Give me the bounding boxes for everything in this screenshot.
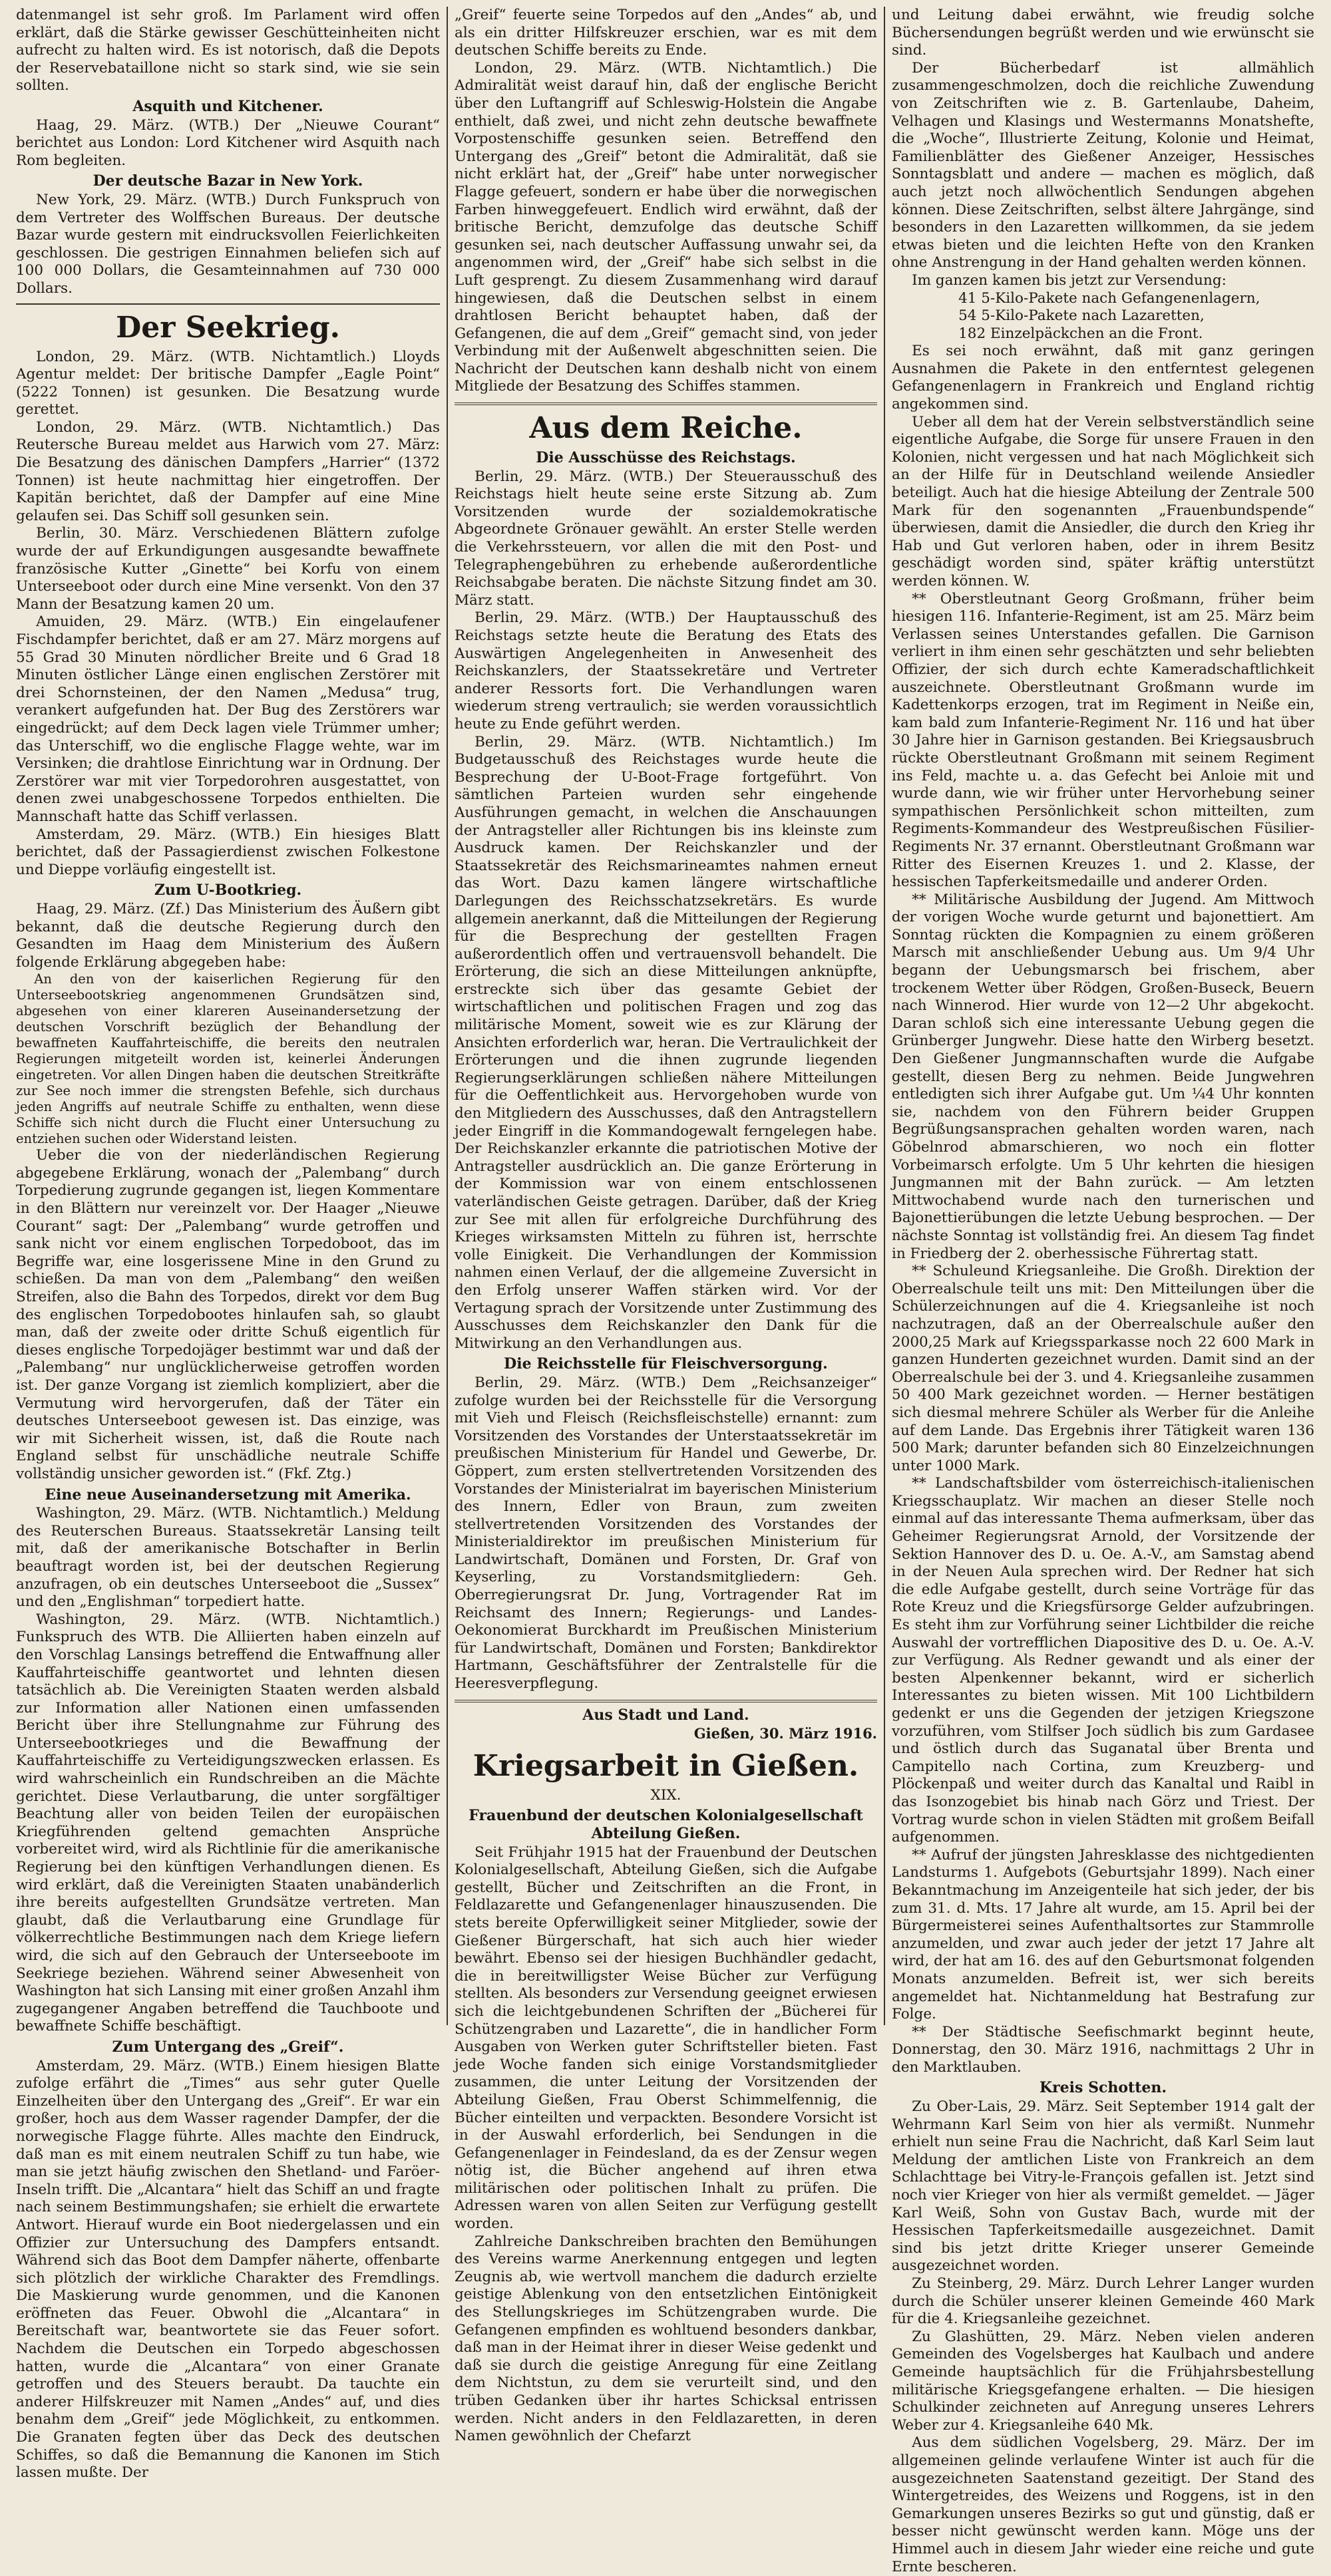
paragraph: London, 29. März. (WTB. Nichtamtlich.) Die Admiralität weist darauf hin, daß der englische Bericht über den Luftangriff auf Schleswig-Holstein die Angabe enthielt, daß zwei, und nicht zehn deutsche bewaffnete Vorpostenschiffe gesunken seien. Betreffend den Untergang des „Greif“ betont die Admiralität, daß sie nicht erklärt hat, der „Greif“ habe unter norwegischer Flagge gefeuert, sondern er habe über die norwegischen Farben hinweggefeuert. Endlich wird erwähnt, daß der britische Bericht, demzufolge das deutsche Schiff gesunken sei, nach deutscher Auffassung unwahr sei, da angenommen wird, der „Greif“ habe sich selbst in die Luft gesprengt. Zu diesem Zusammenhang wird darauf hingewiesen, daß die Deutschen selbst in einem drahtlosen Bericht behauptet haben, daß der Gefangenen, die auf dem „Greif“ gemacht sind, von jeder Verbindung mit der Außenwelt abgeschnitten seien. Die Nachricht der Deutschen kann deshalb nicht von einem Mitgliede der Besatzung des Schiffes stammen. [455,59,877,395]
article-heading: Die Ausschüsse des Reichstags. [536,449,796,467]
article-heading: Asquith und Kitchener. [132,97,323,115]
article-heading: Der deutsche Bazar in New York. [93,172,363,190]
divider [455,402,877,405]
paragraph: Zahlreiche Dankschreiben brachten den Bemühungen des Vereins warme Anerkennung entgegen und legten Zeugnis ab, wie wertvoll manchem die dadurch erzielte geistige Ablenkung von den entsetzlichen Eintönigkeit des Stellungskrieges im Schützengraben wurde. Die Gefangenen empfinden es wohltuend besonders dankbar, daß man in der Heimat ihrer in dieser Weise gedenkt und daß sie durch die geistige Anregung für eine Zeitlang dem Nichtstun, zu dem sie verurteilt sind, und den trüben Gedanken über ihr hartes Schicksal entrissen werden. Nicht anders in den Feldlazaretten, in deren Namen gewöhnlich der Chefarzt [455,2233,877,2445]
paragraph: Washington, 29. März. (WTB. Nichtamtlich.) Meldung des Reuterschen Bureaus. Staatssekretär Lansing teilt mit, daß der amerikanische Botschafter in Berlin beauftragt worden ist, bei der deutschen Regierung anzufragen, ob ein deutsches Unterseeboot die „Sussex“ und den „Englishman“ torpediert hatte. [16,1505,440,1611]
column-middle [447,7,884,2445]
article-heading: Aus Stadt und Land. [582,1706,749,1724]
paragraph: Ueber die von der niederländischen Regierung abgegebene Erklärung, wonach der „Palembang“ durch Torpedierung zugrunde gegangen ist, liegen Kommentare in den Blättern nur vereinzelt vor. Der Haager „Nieuwe Courant“ sagt: Der „Palembang“ wurde getroffen und sank nicht vor einem englischen Torpedoboot, das im Begriffe war, eine losgerissene Mine in den Grund zu schießen. Da man von dem „Palembang“ den weißen Streifen, also die Bahn des Torpedos, direkt vor dem Bug des englischen Torpedobootes hinlaufen sah, so glaubt man, daß der zweite oder dritte Schuß eigentlich für dieses englische Torpedojäger bestimmt war und daß der „Palembang“ nur unglücklicherweise getroffen worden ist. Der ganze Vorgang ist ziemlich kompliziert, aber die Vermutung wird hervorgerufen, daß der Täter ein deutsches Unterseeboot gewesen ist. Das einzige, was wir mit Sicherheit wissen, ist, daß die Route nach England selbst für unschädliche neutrale Schiffe vollständig unsicher geworden ist.“ (Fkf. Ztg.) [16,1147,440,1482]
paragraph: ** Oberstleutnant Georg Großmann, früher beim hiesigen 116. Infanterie-Regiment, ist am 25. März beim Verlassen seines Unterstandes gefallen. Die Garnison verliert in ihm einen sehr geschätzten und sehr beliebten Offizier, der sich durch echte Kameradschaftlichkeit auszeichnete. Oberstleutnant Großmann wurde im Kadettenkorps erzogen, trat im Regiment in Neiße ein, kam bald zum Infanterie-Regiment Nr. 116 und hat über 30 Jahre hier in Garnison gestanden. Bei Kriegsausbruch rückte Oberstleutnant Großmann mit seinem Regiment ins Feld, machte u. a. das Gefecht bei Anloie mit und wurde dann, wie wir früher unter Hervorhebung seiner sympathischen Persönlichkeit schon mitteilten, zum Regiments-Kommandeur des Westpreußischen Füsilier-Regiments Nr. 37 ernannt. Oberstleutnant Großmann war Ritter des Eisernen Kreuzes 1. und 2. Klasse, der hessischen Tapferkeitsmedaille und anderer Orden. [892,590,1314,891]
paragraph: Haag, 29. März. (WTB.) Der „Nieuwe Courant“ berichtet aus London: Lord Kitchener wird Asquith nach Rom begleiten. [16,116,440,169]
paragraph: ** Aufruf der jüngsten Jahresklasse des nichtgedienten Landsturms 1. Aufgebots (Geburtsjahr 1899). Nach einer Bekanntmachung im Anzeigenteile hat sich jeder, der bis zum 31. d. Mts. 17 Jahre alt wurde, am 15. April bei der Bürgermeisterei seines Aufenthaltsortes zur Stammrolle anzumelden, und zwar auch jeder der jetzt 17 Jahre alt wird, der hat am 16. des auf den Geburtsmonat folgenden Monats anzumelden. Befreit ist, wer sich bereits angemeldet hat. Nichtanmeldung hat Bestrafung zur Folge. [892,1846,1314,2023]
quoted-paragraph: An den von der kaiserlichen Regierung für den Unterseebootskrieg angenommenen Grundsätzen sind, abgesehen von einer klareren Auseinandersetzung der deutschen Vorschrift bezüglich der Behandlung der bewaffneten Kauffahrteischiffe, die bereits den neutralen Regierungen mitgeteilt worden ist, keinerlei Änderungen eingetreten. Vor allen Dingen haben die deutschen Streitkräfte zur See noch immer die strengsten Befehle, sich durchaus jeden Angriffs auf neutrale Schiffe zu enthalten, wenn diese Schiffe sich nicht durch die Flucht einer Untersuchung zu entziehen suchen oder Widerstand leisten. [16,971,440,1147]
article-heading: Frauenbund der deutschen Kolonialgesellschaft Abteilung Gießen. [469,1807,863,1842]
paragraph: Aus dem südlichen Vogelsberg, 29. März. Der im allgemeinen gelinde verlaufene Winter ist auch für die ausgezeichneten Saatenstand gezeitigt. Der Stand des Wintergetreides, des Weizens und Roggens, ist in den Gemarkungen unseres Bezirks so gut und günstig, daß er besser nicht gewünscht werden kann. Möge uns der Himmel auch in diesem Jahr wieder eine reiche und gute Ernte bescheren. [892,2434,1314,2575]
paragraph: „Greif“ feuerte seine Torpedos auf den „Andes“ ab, und als ein dritter Hilfskreuzer erschien, war es mit dem deutschen Schiffe bereits zu Ende. [455,7,877,59]
paragraph: ** Schuleund Kriegsanleihe. Die Großh. Direktion der Oberrealschule teilt uns mit: Den Mitteilungen über die Schülerzeichnungen auf die 4. Kriegsanleihe ist noch nachzutragen, daß an der Oberrealschule außer den 2000,25 Mark auf Kriegssparkasse noch 22 600 Mark in ganzen Hunderten gezeichnet wurden. Damit sind an der Oberrealschule bei der 3. und 4. Kriegsanleihe zusammen 50 400 Mark gezeichnet worden. — Herner bestätigen sich diesmal mehrere Schüler als Werber für die Anleihe auf dem Lande. Das Ergebnis ihrer Tätigkeit waren 136 500 Mark; darunter befanden sich 80 Einzelzeichnungen unter 1000 Mark. [892,1263,1314,1474]
paragraph: Berlin, 29. März. (WTB.) Dem „Reichsanzeiger“ zufolge wurden bei der Reichsstelle für die Versorgung mit Vieh und Fleisch (Reichsfleischstelle) ernannt: zum Vorsitzenden des Vorstandes der Unterstaatssekretär im preußischen Ministerium für Handel und Gewerbe, Dr. Göppert, zum ersten stellvertretenden Vorsitzenden des Vorstandes der Ministerialrat im bayerischen Ministerium des Innern, Edler von Braun, zum zweiten stellvertretenden Vorsitzenden des Vorstandes der Ministerialdirektor im preußischen Ministerium für Landwirtschaft, Domänen und Forsten, Dr. Graf von Keyserling, zu Vorstandsmitgliedern: Geh. Oberregierungsrat Dr. Jung, Vortragender Rat im Reichsamt des Innern; Regierungs- und Landes-Oekonomierat Burckhardt im Preußischen Ministerium für Landwirtschaft, Domänen und Forsten; Bankdirektor Hartmann, Geschäftsführer der Zentralstelle für die Heeresverpflegung. [455,1374,877,1692]
paragraph: Berlin, 29. März. (WTB.) Der Steuerausschuß des Reichstags hielt heute seine erste Sitzung ab. Zum Vorsitzenden wurde der sozialdemokratische Abgeordnete Grönauer gewählt. An erster Stelle werden die Verkehrssteuern, vor allen die mit den Post- und Telegraphengebühren zu erhebende außerordentliche Reichsabgabe beraten. Die nächste Sitzung findet am 30. März statt. [455,468,877,609]
paragraph: Berlin, 30. März. Verschiedenen Blättern zufolge wurde der auf Erkundigungen ausgesandte bewaffnete französische Kutter „Ginette“ bei Korfu von einem Unterseeboot oder durch eine Mine versenkt. Von den 37 Mann der Besatzung kamen 20 um. [16,525,440,613]
paragraph: London, 29. März. (WTB. Nichtamtlich.) Lloyds Agentur meldet: Der britische Dampfer „Eagle Point“ (5222 Tonnen) ist gesunken. Die Besatzung wurde gerettet. [16,348,440,418]
paragraph: datenmangel ist sehr groß. Im Parlament wird offen erklärt, daß die Stärke gewisser Geschütteinheiten nicht aufrecht zu halten wird. Es ist notorisch, daß die Depots der Reservebataillone nicht so stark sind, wie sie sein sollten. [16,7,440,94]
section-heading: Aus dem Reiche. [529,411,803,446]
paragraph: Zu Ober-Lais, 29. März. Seit September 1914 galt der Wehrmann Karl Seim von hier als vermißt. Nunmehr erhielt nun seine Frau die Nachricht, daß Karl Seim laut Meldung der amtlichen Liste von Frankreich an dem Schlachttage bei Vitry-le-François gefallen ist. Jetzt sind noch vier Krieger von hier als vermißt gemeldet. — Jäger Karl Weiß, Sohn von Gustav Bach, wurde mit der Hessischen Tapferkeitsmedaille ausgezeichnet. Damit sind bis jetzt dritte Krieger unserer Gemeinde ausgezeichnet worden. [892,2098,1314,2275]
paragraph: London, 29. März. (WTB. Nichtamtlich.) Das Reutersche Bureau meldet aus Harwich vom 27. März: Die Besatzung des dänischen Dampfers „Harrier“ (1372 Tonnen) ist heute nachmittag hier eingetroffen. Der Kapitän berichtet, daß der Dampfer auf eine Mine gelaufen sei. Das Schiff soll gesunken sein. [16,418,440,524]
paragraph: Berlin, 29. März. (WTB.) Der Hauptausschuß des Reichstags setzte heute die Beratung des Etats des Auswärtigen Angelegenheiten in Anwesenheit des Reichskanzlers, der Staatssekretäre und Vertreter anderer Ressorts fort. Die Verhandlungen waren wiederum streng vertraulich; sie werden voraussichtlich heute zu Ende geführt werden. [455,609,877,732]
dateline: Gießen, 30. März 1916. [693,1725,877,1742]
article-heading: Zum U-Bootkrieg. [154,882,302,899]
paragraph: Amuiden, 29. März. (WTB.) Ein eingelaufener Fischdampfer berichtet, daß er am 27. März morgens auf 55 Grad 30 Minuten nördlicher Breite und 6 Grad 18 Minuten östlicher Länge einen englischen Zerstörer mit drei Schornsteinen, der den Namen „Medusa“ trug, verankert aufgefunden hat. Der Bug des Zerstörers war eingedrückt; auf dem Deck lagen viele Trümmer umher; das Unterschiff, wo die englische Flagge wehte, war im Versinken; die drahtlose Einrichtung war in Ordnung. Der Zerstörer war mit vier Torpedorohren ausgestattet, von denen zwei unabgeschossene Torpedos enthielten. Die Mannschaft hatte das Schiff verlassen. [16,613,440,825]
paragraph: Im ganzen kamen bis jetzt zur Versendung: [912,271,1227,289]
paragraph: und Leitung dabei erwähnt, wie freudig solche Büchersendungen begrüßt werden und wie erwünscht sie sind. [892,7,1314,59]
paragraph: ** Landschaftsbilder vom österreichisch-italienischen Kriegsschauplatz. Wir machen an dieser Stelle noch einmal auf das interessante Thema aufmerksam, über das Geheimer Regierungsrat Arnold, der Vorsitzende der Sektion Hannover des D. u. Oe. A.-V., am Samstag abend in der Neuen Aula sprechen wird. Der Redner hat sich die edle Aufgabe gestellt, durch seine Vorträge für das Rote Kreuz und die Kriegsfürsorge Gelder aufzubringen. Es steht ihm zur Vorführung seiner Lichtbilder die reiche Auswahl der vortrefflichen Diapositive des D. u. Oe. A.-V. zur Verfügung. Als Redner gewandt und als einer der besten Alpenkenner bekannt, wird er sicherlich Interessantes zu bieten wissen. Mit 100 Lichtbildern gedenkt er uns die Gegenden der jetzigen Kriegszone vorzuführen, vom Stilfser Joch südlich bis zum Gardasee und östlich durch das Suganatal über Brenta und Campitello nach Cortina, zum Kreuzberg- und Plöckenpaß und weiter durch das Kanaltal und Raibl in das Isonzogebiet bis hinab nach Görz und Triest. Der Vortrag wurde schon in vielen Städten mit großem Beifall aufgenommen. [892,1475,1314,1846]
article-heading: Kreis Schotten. [1039,2079,1167,2097]
article-heading: Die Reichsstelle für Fleischversorgung. [504,1355,828,1373]
paragraph: ** Der Städtische Seefischmarkt beginnt heute, Donnerstag, den 30. März 1916, nachmittags 2 Uhr in den Marktlauben. [892,2023,1314,2076]
paragraph: Seit Frühjahr 1915 hat der Frauenbund der Deutschen Kolonialgesellschaft, Abteilung Gießen, sich die Aufgabe gestellt, Bücher und Zeitschriften an die Front, in Feldlazarette und Gefangenenlager hinauszusenden. Die stets bereite Opferwilligkeit seiner Mitglieder, sowie der Gießener Bürgerschaft, hat sich auch hier wieder bewährt. Ebenso sei der hiesigen Buchhändler gedacht, die in bereitwilligster Weise Bücher zur Verfügung stellten. Als besonders zur Versendung geeignet erwiesen sich die leichtgebundenen Schriften der „Bücherei für Schützengraben und Lazarette“, die in handlicher Form Ausgaben von Werken guter Schriftsteller bieten. Fast jede Woche fanden sich einige Vorstandsmitglieder zusammen, die unter Leitung der Vorsitzenden der Abteilung Gießen, Frau Oberst Schimmelfennig, die Bücher einteilten und verpackten. Besondere Vorsicht ist in der Auswahl erforderlich, bei Sendungen in die Gefangenenlager in Feindesland, da es der Zensur wegen nötig ist, die Bücher angehend auf ihren etwa militärischen oder politischen Inhalt zu prüfen. Die Adressen waren von allen Seiten zur Verfügung gestellt worden. [455,1844,877,2233]
divider [16,303,440,305]
centered-text: XIX. [650,1786,681,1804]
article-heading: Eine neue Auseinandersetzung mit Amerika. [45,1486,411,1504]
list-item: 54 5-Kilo-Pakete nach Lazaretten, [958,307,1205,325]
paragraph: ** Militärische Ausbildung der Jugend. Am Mittwoch der vorigen Woche wurde geturnt und bajonettiert. Am Sonntag rückten die Kompagnien zu einem größeren Marsch mit anschließender Uebung aus. Um 9/4 Uhr begann der Uebungsmarsch bei frischem, aber trockenem Wetter über Rödgen, Großen-Buseck, Beuern nach Winnerod. Hier wurde von 12—2 Uhr abgekocht. Daran schloß sich eine interessante Uebung gegen die Grünberger Jungwehr. Diese hatte den Wirberg besetzt. Den Gießener Jungmannschaften wurde die Aufgabe gestellt, diesen Berg zu nehmen. Beide Jungwehren entledigten sich ihrer Aufgabe gut. Um ¼4 Uhr konnten sie, nachdem von den Führern beider Gruppen Begrüßungsansprachen gehalten worden waren, nach Göbelnrod abmarschieren, wo noch ein flotter Vorbeimarsch erfolgte. Um 5 Uhr kehrten die hiesigen Jungmannen mit der Bahn zurück. — Am letzten Mittwochabend wurde nach den turnerischen und Bajonettierübungen die letzte Uebung besprochen. — Der nächste Sonntag ist vollständig frei. An diesem Tag findet in Friedberg der 2. oberhessische Führertag statt. [892,891,1314,1262]
divider [455,1700,877,1702]
list-item: 182 Einzelpäckchen an die Front. [958,325,1203,342]
paragraph: Es sei noch erwähnt, daß mit ganz geringen Ausnahmen die Pakete in den entferntest gelegenen Gefangenenlagern in Frankreich und England richtig angekommen sind. [892,343,1314,413]
section-heading: Der Seekrieg. [116,310,340,345]
paragraph: Berlin, 29. März. (WTB. Nichtamtlich.) Im Budgetausschuß des Reichstages wurde heute die Besprechung der U-Boot-Frage fortgeführt. Von sämtlichen Parteien wurden sehr eingehende Ausführungen gemacht, in welchen die Anschauungen der Antragsteller aller Richtungen bis ins kleinste zum Ausdruck kamen. Der Reichskanzler und der Staatssekretär des Reichsmarineamtes nahmen erneut das Wort. Dazu kamen längere wirtschaftliche Darlegungen des Reichsschatzsekretärs. Es wurde allgemein anerkannt, daß die Mitteilungen der Regierung für die Besprechung der gestellten Fragen außerordentlich offen und vertrauensvoll behandelt. Die Erörterung, die sich an diese Mitteilungen anknüpfte, erstreckte sich über das gesamte Gebiet der wirtschaftlichen und politischen Fragen und zog das militärische Moment, soweit wie es zur Klärung der Ansichten erforderlich war, heran. Die Vertraulichkeit der Erörterungen und die ihnen zugrunde liegenden Regierungserklärungen schließen nähere Mitteilungen für die Oeffentlichkeit aus. Hervorgehoben wurde von den Mitgliedern des Ausschusses, daß den Antragstellern jeder Eingriff in die Kommandogewalt ferngelegen habe. Der Reichskanzler erkannte die patriotischen Motive der Antragsteller ausdrücklich an. Die ganze Erörterung in der Kommission war von einem entschlossenen vaterländischen Geiste getragen. Darüber, daß der Krieg zur See mit allen für erfolgreiche Durchführung des Krieges wirksamsten Mitteln zu führen ist, herrschte volle Einigkeit. Die Verhandlungen der Kommission nahmen einen Verlauf, der die allgemeine Zuversicht in den Erfolg unserer Waffen stärken wird. Vor der Vertagung sprach der Vorsitzende unter Zustimmung des Ausschusses dem Reichskanzler den Dank für die Mitwirkung an den Verhandlungen aus. [455,733,877,1352]
paragraph: Zu Steinberg, 29. März. Durch Lehrer Langer wurden durch die Schüler unserer kleinen Gemeinde 460 Mark für die 4. Kriegsanleihe gezeichnet. [892,2275,1314,2328]
paragraph: Washington, 29. März. (WTB. Nichtamtlich.) Funkspruch des WTB. Die Alliierten haben einzeln auf den Vorschlag Lansings betreffend die Entwaffnung aller Kauffahrteischiffe geantwortet und lehnten diesen tatsächlich ab. Die Vereinigten Staaten werden alsbald zur Information aller Nationen einen umfassenden Bericht über ihre Stellungnahme zur Führung des Unterseebootkrieges und die Bewaffnung der Kauffahrteischiffe zu Verteidigungszwecken erlassen. Es wird wahrscheinlich ein Rundschreiben an die Mächte gerichtet. Diese Verlautbarung, die unter sorgfältiger Beachtung aller von beiden Teilen der europäischen Kriegführenden geltend gemachten Ansprüche vorbereitet wird, wird als Richtlinie für die amerikanische Regierung bei den künftigen Verhandlungen dienen. Es wird erklärt, daß die Vereinigten Staaten unabänderlich ihre bereits aufgestellten Grundsätze vertreten. Man glaubt, daß die Verlautbarung eine Grundlage für völkerrechtliche Bestimmungen nach dem Kriege liefern wird, die sich auf den Gebrauch der Unterseeboote im Seekriege beziehen. Während seiner Abwesenheit von Washington hat sich Lansing mit einer großen Anzahl ihm zugegangener Angaben betreffend die Tauchboote und bewaffnete Schiffe beschäftigt. [16,1611,440,2035]
paragraph: New York, 29. März. (WTB.) Durch Funkspruch von dem Vertreter des Wolffschen Bureaus. Der deutsche Bazar wurde gestern mit eindrucksvollen Feierlichkeiten geschlossen. Die gestrigen Einnahmen beliefen sich auf 100 000 Dollars, die Gesamteinnahmen auf 730 000 Dollars. [16,191,440,297]
column-right [884,7,1321,2575]
article-heading: Zum Untergang des „Greif“. [112,2038,344,2056]
column-left [9,7,447,2482]
paragraph: Zu Glashütten, 29. März. Neben vielen anderen Gemeinden des Vogelsberges hat Kaulbach und andere Gemeinde hauptsächlich für die Frühjahrsbestellung militärische Kriegsgefangene erhalten. — Die hiesigen Schulkinder zeichneten auf Anregung unseres Lehrers Weber zur 4. Kriegsanleihe 640 Mk. [892,2328,1314,2434]
list-item: 41 5-Kilo-Pakete nach Gefangenenlagern, [958,289,1260,307]
paragraph: Amsterdam, 29. März. (WTB.) Einem hiesigen Blatte zufolge erfährt die „Times“ aus sehr guter Quelle Einzelheiten über den Untergang des „Greif“. Er war ein großer, hoch aus dem Wasser ragender Dampfer, der die norwegische Flagge führte. Alles machte den Eindruck, daß man es mit einem neutralen Schiff zu tun habe, wie man sie jetzt häufig zwischen den Shetland- und Faröer-Inseln trifft. Die „Alcantara“ hielt das Schiff an und fragte nach seinem Bestimmungshafen; sie erhielt die erwartete Antwort. Hierauf wurde ein Boot niedergelassen und ein Offizier zur Untersuchung des Dampfers entsandt. Während sich das Boot dem Dampfer näherte, offenbarte sich plötzlich der wirkliche Charakter des Fremdlings. Die Maskierung wurde genommen, und die Kanonen eröffneten das Feuer. Obwohl die „Alcantara“ in Bereitschaft war, beantwortete sie das Feuer sofort. Nachdem die Deutschen ein Torpedo abgeschossen hatten, wurde die „Alcantara“ von einer Granate getroffen und des Steuers beraubt. Da tauchte ein anderer Hilfskreuzer mit Namen „Andes“ auf, und dies benahm dem „Greif“ jede Möglichkeit, zu entkommen. Die Granaten fegten über das Deck des deutschen Schiffes, so daß die Bemannung die Kanonen im Stich lassen mußte. Der [16,2057,440,2482]
paragraph: Ueber all dem hat der Verein selbstverständlich seine eigentliche Aufgabe, die Sorge für unsere Frauen in den Kolonien, nicht vergessen und hat nach Möglichkeit sich an der Hilfe für in Deutschland weilende Ansiedler beteiligt. Auch hat die hiesige Abteilung der Zentrale 500 Mark für den sogenannten „Frauenbundspende“ überwiesen, damit die Ansiedler, die durch den Krieg ihr Hab und Gut verloren haben, oder in ihrem Besitz geschädigt worden sind, später kräftig unterstützt werden können. W. [892,413,1314,589]
section-heading: Kriegsarbeit in Gießen. [473,1748,859,1783]
paragraph: Haag, 29. März. (Zf.) Das Ministerium des Äußern gibt bekannt, daß die deutsche Regierung durch den Gesandten im Haag dem Ministerium des Äußern folgende Erklärung abgegeben habe: [16,900,440,971]
paragraph: Der Bücherbedarf ist allmählich zusammengeschmolzen, doch die reichliche Zuwendung von Zeitschriften wie z. B. Gartenlaube, Daheim, Velhagen und Klasings und Westermanns Monatshefte, die „Woche“, Illustrierte Zeitung, Kolonie und Heimat, Familienblätter des Gießener Anzeiger, Hessisches Sonntagsblatt und andere — machen es möglich, daß auch jetzt noch allwöchentlich Sendungen abgehen können. Diese Zeitschriften, selbst ältere Jahrgänge, sind besonders in den Lazaretten willkommen, da sie jedem etwas bieten und die leichten Hefte von den Kranken ohne Anstrengung in der Hand gehalten werden können. [892,59,1314,271]
paragraph: Amsterdam, 29. März. (WTB.) Ein hiesiges Blatt berichtet, daß der Passagierdienst zwischen Folkestone und Dieppe vorläufig eingestellt ist. [16,826,440,878]
